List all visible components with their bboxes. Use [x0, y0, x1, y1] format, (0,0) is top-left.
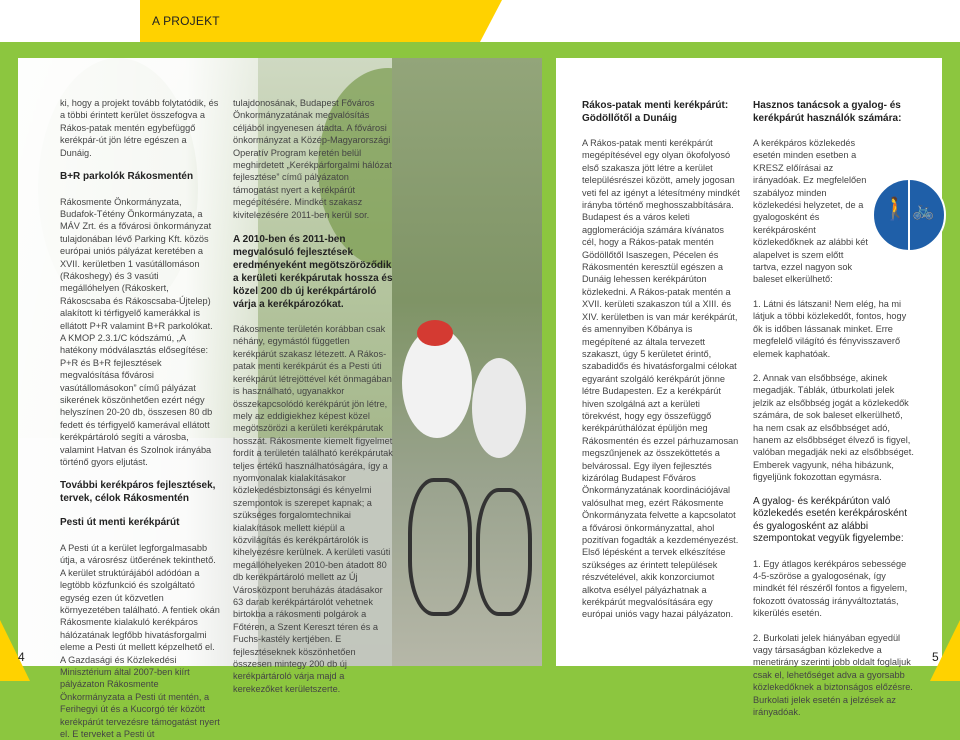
page-number-right: 5: [932, 650, 939, 664]
header-title: A PROJEKT: [152, 14, 220, 28]
pedestrian-bicycle-sign-icon: [872, 178, 946, 252]
list-item: 2. Burkolati jelek hiányában egyedül vagy társaságban közlekedve a menetirány szerinti jobb oldalt foglaljuk csak el, lehetőséget adva a gyorsabb közlekedőknek a biztonságos előzésre. Burkolati jelek esetén a jelzések az irányadóak.: [753, 632, 913, 718]
header-corner: [480, 0, 502, 42]
body-text: A Pesti út a kerület legforgalmasabb útja, a városrész ütőerének tekinthető. A kerület struktúrájából adódóan a legtöbb közfunkció és szolgáltató egység ezen út közvetlen környezetében található. A fentiek okán Rákosmente kialakuló kerékpáros hálózatának legfőbb hivatásforgalmi eleme a Pesti út mellett képzelhető el. A Gazdasági és Közlekedési Minisztérium által 2007-ben kiírt pályázaton Rákosmente Önkormányzata a Pesti út mentén, a Ferihegyi út és a Kucorgó tér között kerékpárút tervezésre támogatást nyert el. E terveket a Pesti út: [60, 542, 220, 740]
body-text: ki, hogy a projekt tovább folytatódik, és a többi érintett kerület összefogva a Rákos-patak mentén egybefüggő kerékpár-út jön létre egészen a Dunáig.: [60, 98, 219, 158]
photo-wheel: [476, 488, 532, 616]
body-text: tulajdonosának, Budapest Főváros Önkormányzatának megvalósítás céljából ingyenesen átadta. A fővárosi önkormányzat a Közép-Magyarországi Operatív Program keretén belül meghirdetett „Kerékpárforgalmi hálózat fejlesztése” című pályázaton támogatást nyert a kerékpárút megépítésére. Mindkét szakasz kivitelezésére 2011-ben kerül sor.: [233, 98, 392, 220]
subsection-heading: Pesti út menti kerékpárút: [60, 517, 180, 529]
body-text: A kerékpáros közlekedés esetén minden esetben a KRESZ előírásai az irányadóak. Ez megfelelően szabályoz minden közlekedési helyzetet, de a gyalogosként és kerékpárosként közlekedőknek az alábbi két alapelvet is szem előtt tartva, ezzel nagyon sok baleset elkerülhető:: [753, 138, 868, 285]
section-heading: A gyalog- és kerékpárúton való közlekedés esetén kerékpárosként és gyalogosként az alábbi szempontokat vegyük figyelembe:: [753, 495, 907, 545]
right-column-1: [582, 100, 740, 621]
list-item: 1. Látni és látszani! Nem elég, ha mi látjuk a többi közlekedőt, fontos, hogy ők is időben lássanak minket. Erre megfelelő világító és fényvisszaverő elemek kaphatóak.: [753, 298, 907, 359]
page-header: [0, 0, 960, 42]
pedestrian-icon: 🚶: [882, 196, 910, 221]
body-text: Rákosmente területén korábban csak néhány, egymástól független kerékpárút szakasz létezett. A Rákos-patak menti kerékpárút és a Pesti úti kerékpárút létrejöttével két önmagában is használható, ugyanakkor összekapcsolódó kerékpárút jön létre, mely az eddigiekhez képest közel megötszörözi a kerületi kerékpárutak hosszát. Rákosmente kiemelt figyelmet fordít a területén található kerékpárutak teljes értékű használhatóságára, így a nyomvonalak kialakításakor közlekedésbiztonsági és kényelmi szempontok is szerepet kapnak; a szükséges forgalomtechnikai kialakítások mellett kiépül a közvilágítás és kerékpártárolók is kihelyezésre kerülnek. A kerületi vasúti megállóhelyeken 2010-ben átadott 80 db kerékpártároló mellett az Új Városközpont beruházás átadásakor 63 darab kerékpártárolót vehetnek birtokba a rákosmenti polgárok a Főtéren, a Szent Kereszt téren és a Fuchs-kastély kertjében. E fejlesztéseknek köszönhetően összesen mintegy 200 db új kerékpártároló várja majd a kerekezőket kerületszerte.: [233, 324, 393, 694]
section-heading: B+R parkolók Rákosmentén: [60, 171, 194, 183]
page-number-left: 4: [18, 650, 25, 664]
bicycle-icon: 🚲: [912, 200, 935, 220]
photo-helmet: [417, 320, 453, 346]
section-heading: Rákos-patak menti kerékpárút: Gödöllőtől a Dunáig: [582, 100, 729, 124]
list-item: 2. Annak van elsőbbsége, akinek megadják. Táblák, útburkolati jelek jelzik az elsőbbség jogát a közlekedők számára, de sok baleset elkerülhető, ha nem csak az elsőbbséget adó, hanem az elsőbbséget élvező is figyel, valóban megadják neki az elsőbbséget. Emberek vagyunk, néha hibázunk, figyeljünk fokozottan egymásra.: [753, 372, 914, 483]
corner-triangle-left: [0, 620, 30, 681]
photo-wheel: [408, 478, 472, 616]
list-item: 1. Egy átlagos kerékpáros sebessége 4-5-szöröse a gyalogosénak, így mindkét fél részéről fontos a figyelem, fokozott óvatosság irányváltoztatás, kikerülés esetén.: [753, 558, 908, 619]
cyclists-photo-right: [392, 58, 542, 666]
section-heading: További kerékpáros fejlesztések, tervek, célok Rákosmentén: [60, 480, 216, 504]
photo-child-cyclist: [472, 358, 526, 458]
body-text: Rákosmente Önkormányzata, Budafok-Tétény Önkormányzata, a MÁV Zrt. és a fővárosi önkormányzat tulajdonában lévő Parking Kft. közös európai uniós pályázat keretében a XVII. kerületben 1 vasútállomáson (Rákoshegy) és 3 vasúti megállóhelyen (Rákoskert, Rákoscsaba és Rákoscsaba-Újtelep) alakított ki térfigyelő kamerákkal is ellátott P+R valamint B+R parkolókat. A KMOP 2.3.1/C kódszámú, „A hatékony módválasztás elősegítése: P+R és B+R fejlesztések megvalósítása fővárosi vasútállomásokon” című pályázat sikerének köszönhetően ezért négy helyszínen 20-20 db, összesen 80 db fedett és térfigyelő kamerával ellátott kerékpártároló segíti a városba, valamint Hatvan és Szolnok irányába történő gyors eljutást.: [60, 196, 213, 468]
left-column-2: [233, 97, 393, 695]
section-heading: Hasznos tanácsok a gyalog- és kerékpárút használók számára:: [753, 100, 902, 124]
left-column-1: [60, 97, 220, 740]
highlight-heading: A 2010-ben és 2011-ben megvalósuló fejlesztések eredményeként megötszöröződik a kerületi kerékpárutak hossza és közel 200 db új kerékpártároló várja a kerékpározókat.: [233, 234, 393, 311]
body-text: A Rákos-patak menti kerékpárút megépítésével egy olyan ökofolyosó első szakasza jött létre a kerület településrészei között, amely jogosan veti fel az igényt a létesítmény mindkét irányba történő meghosszabbítására. Budapest és a város keleti agglomerációja számára kívánatos cél, hogy a Rákos-patak mentén Gödöllőtől Isaszegen, Pécelen és Rákosmentén keresztül egészen a Dunáig lehessen kerékpárúton közlekedni. A Rákos-patak mentén a XVII. kerületi szakaszon túl a XIII. és XIV. kerületben is van már kerékpárút, és amennyiben Kőbánya is megépítené az általa tervezett szakaszt, úgy 5 kerületet érintő, szabadidős és hivatásforgalmi célokat egyaránt szolgáló kerékpárút jönne létre Budapesten. Ez a kerékpárút hiven szolgálná azt a kerületi törekvést, hogy egy összefüggő kerékpárúthálózat épüljön meg Rákosmentén és ezzel párhuzamosan megszűnjenek az összeköttetés a belvárossal. Egy ilyen fejlesztés kizárólag Budapest Főváros Önkormányzatának koordinációjával valósulhat meg, ezért Rákosmente Önkormányzata felvette a kapcsolatot a fővárosi önkormányzattal, ahol pozitívan fogadták a kezdeményezést. Első lépésként a tervek elkészítése szükséges az érintett települések részvételével, akik konzorciumot alkotva esélyel pályázhatnak a kerékpárút megvalósítására egy európai uniós vagy hazai pályázaton.: [582, 138, 740, 620]
